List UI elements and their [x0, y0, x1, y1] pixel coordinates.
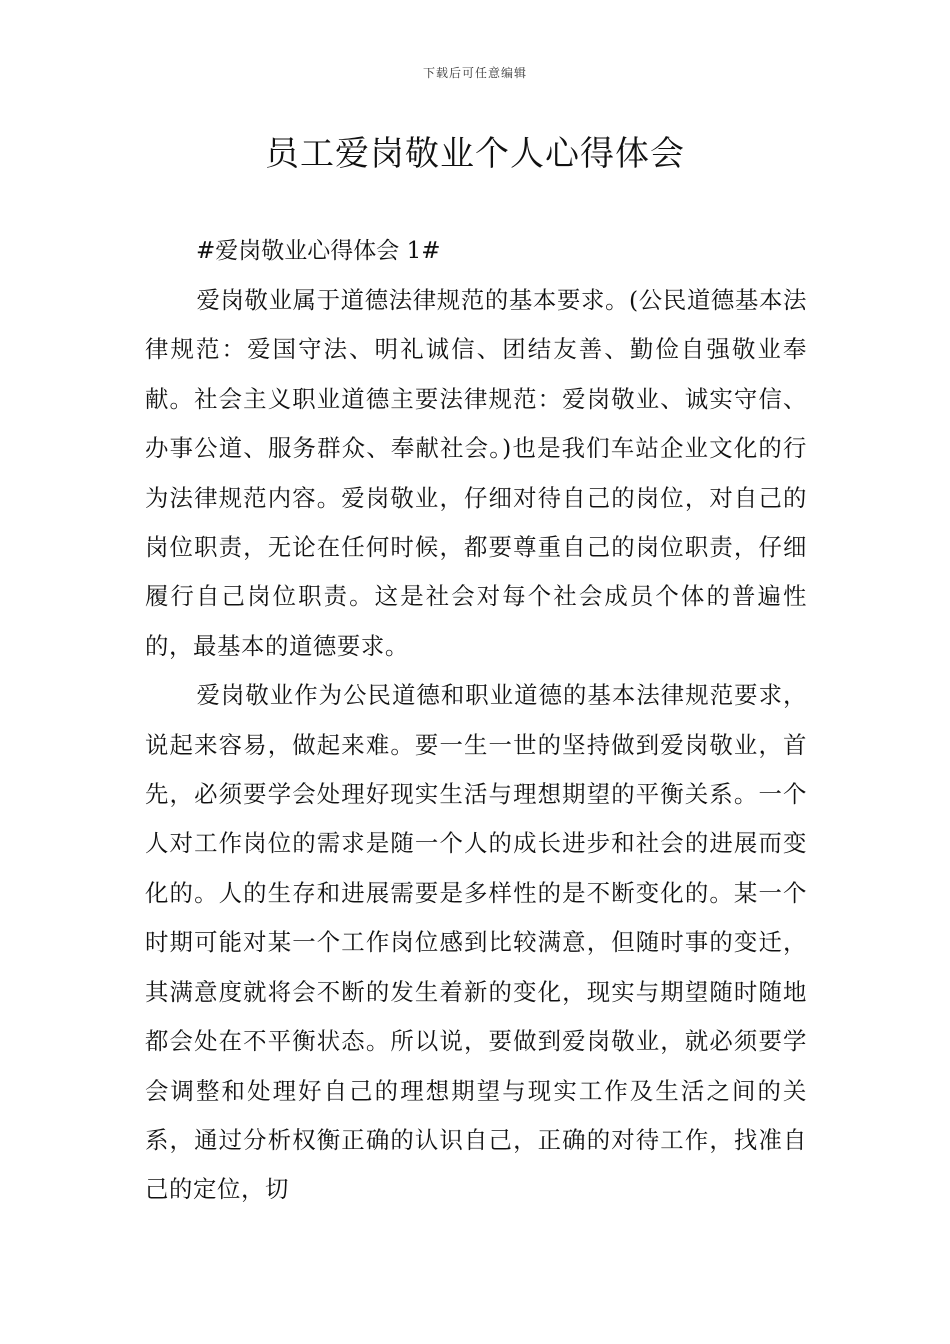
- paragraph-1: 爱岗敬业属于道德法律规范的基本要求。(公民道德基本法律规范：爱国守法、明礼诚信、团结友善、勤俭自强敬业奉献。社会主义职业道德主要法律规范：爱岗敬业、诚实守信、办事公道、服务群众、奉献社会。)也是我们车站企业文化的行为法律规范内容。爱岗敬业，仔细对待自己的岗位，对自己的岗位职责，无论在任何时候，都要尊重自己的岗位职责，仔细履行自己岗位职责。这是社会对每个社会成员个体的普遍性的，最基本的道德要求。: [145, 286, 807, 660]
- paragraph-2: 爱岗敬业作为公民道德和职业道德的基本法律规范要求，说起来容易，做起来难。要一生一世的坚持做到爱岗敬业，首先，必须要学会处理好现实生活与理想期望的平衡关系。一个人对工作岗位的需求是随一个人的成长进步和社会的进展而变化的。人的生存和进展需要是多样性的是不断变化的。某一个时期可能对某一个工作岗位感到比较满意，但随时事的变迁，其满意度就将会不断的发生着新的变化，现实与期望随时随地都会处在不平衡状态。所以说，要做到爱岗敬业，就必须要学会调整和处理好自己的理想期望与现实工作及生活之间的关系，通过分析权衡正确的认识自己，正确的对待工作，找准自己的定位，切: [145, 681, 807, 1204]
- section-heading: #爱岗敬业心得体会 1#: [196, 238, 441, 264]
- header-note: 下载后可任意编辑: [422, 66, 527, 80]
- document-title: 员工爱岗敬业个人心得体会: [265, 134, 685, 174]
- document-body: [145, 230, 807, 1215]
